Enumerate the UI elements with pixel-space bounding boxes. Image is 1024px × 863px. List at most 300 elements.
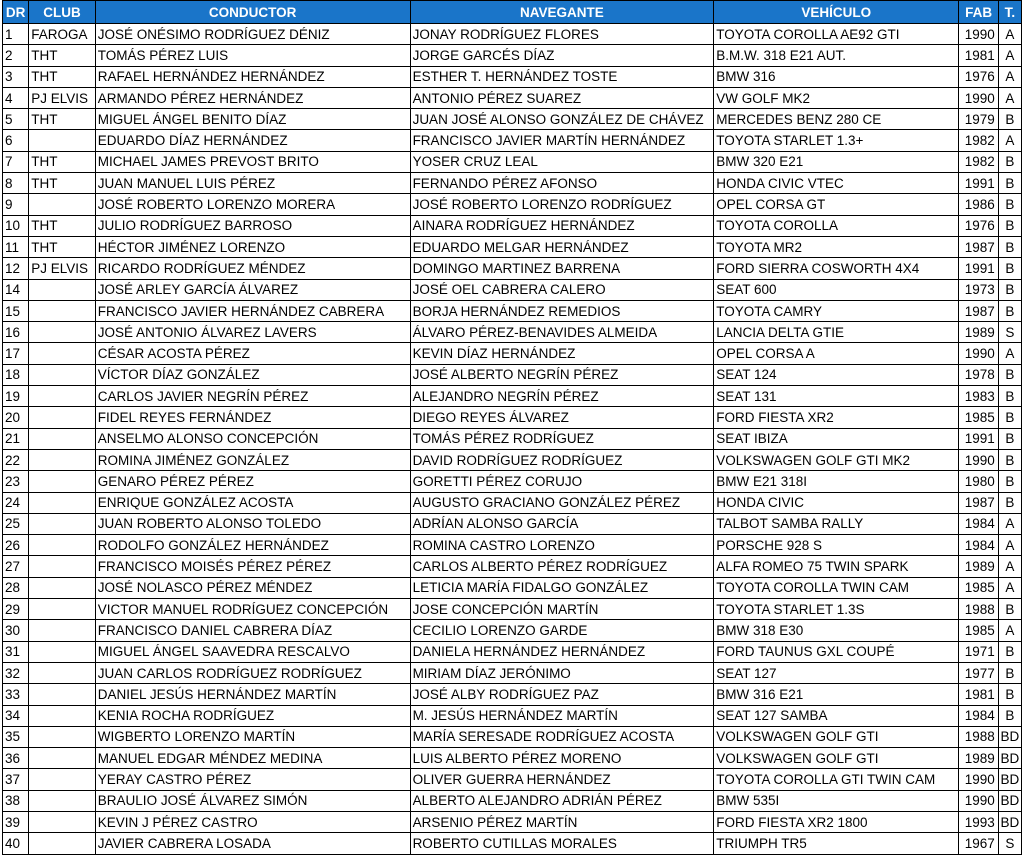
cell-fab: 1990 bbox=[959, 87, 998, 108]
cell-club bbox=[29, 726, 96, 747]
cell-vehiculo: FORD SIERRA COSWORTH 4X4 bbox=[714, 258, 959, 279]
cell-navegante: MIRIAM DÍAZ JERÓNIMO bbox=[410, 662, 714, 683]
table-row bbox=[3, 130, 1022, 151]
table-row bbox=[3, 386, 1022, 407]
cell-fab: 1980 bbox=[959, 471, 998, 492]
cell-conductor: RICARDO RODRÍGUEZ MÉNDEZ bbox=[95, 258, 410, 279]
cell-navegante: JOSÉ OEL CABRERA CALERO bbox=[410, 279, 714, 300]
cell-conductor: JOSÉ NOLASCO PÉREZ MÉNDEZ bbox=[95, 577, 410, 598]
cell-fab: 1989 bbox=[959, 556, 998, 577]
cell-vehiculo: ALFA ROMEO 75 TWIN SPARK bbox=[714, 556, 959, 577]
table-row bbox=[3, 279, 1022, 300]
cell-dr: 27 bbox=[3, 556, 29, 577]
cell-t: BD bbox=[998, 726, 1021, 747]
cell-navegante: OLIVER GUERRA HERNÁNDEZ bbox=[410, 769, 714, 790]
cell-vehiculo: BMW 316 bbox=[714, 66, 959, 87]
cell-club: THT bbox=[29, 45, 96, 66]
cell-fab: 1984 bbox=[959, 535, 998, 556]
cell-dr: 4 bbox=[3, 87, 29, 108]
cell-navegante: ADRÍAN ALONSO GARCÍA bbox=[410, 513, 714, 534]
cell-fab: 1991 bbox=[959, 258, 998, 279]
cell-t: B bbox=[998, 364, 1021, 385]
cell-vehiculo: OPEL CORSA A bbox=[714, 343, 959, 364]
cell-conductor: JULIO RODRÍGUEZ BARROSO bbox=[95, 215, 410, 236]
cell-vehiculo: TOYOTA CAMRY bbox=[714, 300, 959, 321]
cell-fab: 1979 bbox=[959, 109, 998, 130]
cell-t: A bbox=[998, 87, 1021, 108]
cell-dr: 24 bbox=[3, 492, 29, 513]
table-row bbox=[3, 790, 1022, 811]
cell-fab: 1976 bbox=[959, 215, 998, 236]
table-row bbox=[3, 343, 1022, 364]
cell-fab: 1981 bbox=[959, 45, 998, 66]
cell-vehiculo: TOYOTA MR2 bbox=[714, 236, 959, 257]
cell-navegante: CARLOS ALBERTO PÉREZ RODRÍGUEZ bbox=[410, 556, 714, 577]
cell-dr: 32 bbox=[3, 662, 29, 683]
table-row bbox=[3, 87, 1022, 108]
cell-conductor: YERAY CASTRO PÉREZ bbox=[95, 769, 410, 790]
table-row bbox=[3, 705, 1022, 726]
table-row bbox=[3, 364, 1022, 385]
cell-vehiculo: BMW 535I bbox=[714, 790, 959, 811]
cell-dr: 34 bbox=[3, 705, 29, 726]
cell-fab: 1987 bbox=[959, 492, 998, 513]
cell-navegante: ANTONIO PÉREZ SUAREZ bbox=[410, 87, 714, 108]
cell-navegante: DAVID RODRÍGUEZ RODRÍGUEZ bbox=[410, 449, 714, 470]
cell-t: B bbox=[998, 428, 1021, 449]
cell-t: B bbox=[998, 641, 1021, 662]
cell-navegante: ROBERTO CUTILLAS MORALES bbox=[410, 833, 714, 854]
cell-dr: 19 bbox=[3, 386, 29, 407]
cell-dr: 16 bbox=[3, 322, 29, 343]
cell-dr: 23 bbox=[3, 471, 29, 492]
cell-dr: 10 bbox=[3, 215, 29, 236]
cell-navegante: BORJA HERNÁNDEZ REMEDIOS bbox=[410, 300, 714, 321]
cell-conductor: KENIA ROCHA RODRÍGUEZ bbox=[95, 705, 410, 726]
cell-conductor: MIGUEL ÁNGEL BENITO DÍAZ bbox=[95, 109, 410, 130]
table-row bbox=[3, 662, 1022, 683]
cell-navegante: JOSÉ ROBERTO LORENZO RODRÍGUEZ bbox=[410, 194, 714, 215]
table-row bbox=[3, 811, 1022, 832]
header-conductor: CONDUCTOR bbox=[95, 1, 410, 24]
cell-fab: 1976 bbox=[959, 66, 998, 87]
cell-dr: 25 bbox=[3, 513, 29, 534]
cell-conductor: JOSÉ ROBERTO LORENZO MORERA bbox=[95, 194, 410, 215]
cell-t: B bbox=[998, 705, 1021, 726]
cell-club bbox=[29, 705, 96, 726]
cell-fab: 1987 bbox=[959, 236, 998, 257]
table-row bbox=[3, 151, 1022, 172]
cell-dr: 40 bbox=[3, 833, 29, 854]
table-row bbox=[3, 577, 1022, 598]
cell-navegante: ALBERTO ALEJANDRO ADRIÁN PÉREZ bbox=[410, 790, 714, 811]
cell-vehiculo: SEAT 124 bbox=[714, 364, 959, 385]
header-navegante: NAVEGANTE bbox=[410, 1, 714, 24]
cell-conductor: MIGUEL ÁNGEL SAAVEDRA RESCALVO bbox=[95, 641, 410, 662]
cell-t: BD bbox=[998, 790, 1021, 811]
cell-navegante: YOSER CRUZ LEAL bbox=[410, 151, 714, 172]
cell-navegante: CECILIO LORENZO GARDE bbox=[410, 620, 714, 641]
cell-vehiculo: HONDA CIVIC VTEC bbox=[714, 173, 959, 194]
cell-dr: 28 bbox=[3, 577, 29, 598]
cell-conductor: JUAN MANUEL LUIS PÉREZ bbox=[95, 173, 410, 194]
cell-t: A bbox=[998, 620, 1021, 641]
table-row bbox=[3, 833, 1022, 854]
table-row bbox=[3, 620, 1022, 641]
cell-t: B bbox=[998, 258, 1021, 279]
cell-dr: 15 bbox=[3, 300, 29, 321]
table-row bbox=[3, 535, 1022, 556]
cell-vehiculo: SEAT 127 SAMBA bbox=[714, 705, 959, 726]
table-row bbox=[3, 407, 1022, 428]
cell-dr: 21 bbox=[3, 428, 29, 449]
cell-club bbox=[29, 513, 96, 534]
cell-navegante: DANIELA HERNÁNDEZ HERNÁNDEZ bbox=[410, 641, 714, 662]
cell-dr: 18 bbox=[3, 364, 29, 385]
cell-dr: 6 bbox=[3, 130, 29, 151]
cell-conductor: FRANCISCO DANIEL CABRERA DÍAZ bbox=[95, 620, 410, 641]
cell-navegante: EDUARDO MELGAR HERNÁNDEZ bbox=[410, 236, 714, 257]
cell-vehiculo: FORD FIESTA XR2 1800 bbox=[714, 811, 959, 832]
cell-vehiculo: BMW 316 E21 bbox=[714, 684, 959, 705]
cell-fab: 1984 bbox=[959, 705, 998, 726]
cell-t: A bbox=[998, 343, 1021, 364]
cell-conductor: BRAULIO JOSÉ ÁLVAREZ SIMÓN bbox=[95, 790, 410, 811]
cell-vehiculo: BMW 318 E30 bbox=[714, 620, 959, 641]
cell-t: B bbox=[998, 279, 1021, 300]
cell-t: B bbox=[998, 449, 1021, 470]
cell-navegante: AINARA RODRÍGUEZ HERNÁNDEZ bbox=[410, 215, 714, 236]
cell-navegante: ESTHER T. HERNÁNDEZ TOSTE bbox=[410, 66, 714, 87]
cell-dr: 3 bbox=[3, 66, 29, 87]
cell-club bbox=[29, 641, 96, 662]
cell-fab: 1985 bbox=[959, 407, 998, 428]
cell-club bbox=[29, 684, 96, 705]
cell-club bbox=[29, 662, 96, 683]
cell-club bbox=[29, 130, 96, 151]
header-t: T. bbox=[998, 1, 1021, 24]
cell-fab: 1989 bbox=[959, 322, 998, 343]
cell-conductor: JUAN ROBERTO ALONSO TOLEDO bbox=[95, 513, 410, 534]
cell-dr: 33 bbox=[3, 684, 29, 705]
table-row bbox=[3, 173, 1022, 194]
cell-navegante: JOSÉ ALBY RODRÍGUEZ PAZ bbox=[410, 684, 714, 705]
cell-navegante: FRANCISCO JAVIER MARTÍN HERNÁNDEZ bbox=[410, 130, 714, 151]
table-row bbox=[3, 109, 1022, 130]
cell-vehiculo: BMW 320 E21 bbox=[714, 151, 959, 172]
cell-t: BD bbox=[998, 769, 1021, 790]
table-row bbox=[3, 66, 1022, 87]
cell-vehiculo: SEAT 127 bbox=[714, 662, 959, 683]
cell-t: A bbox=[998, 577, 1021, 598]
table-row bbox=[3, 748, 1022, 769]
cell-dr: 9 bbox=[3, 194, 29, 215]
cell-vehiculo: MERCEDES BENZ 280 CE bbox=[714, 109, 959, 130]
cell-dr: 38 bbox=[3, 790, 29, 811]
header-vehiculo: VEHÍCULO bbox=[714, 1, 959, 24]
cell-vehiculo: HONDA CIVIC bbox=[714, 492, 959, 513]
cell-t: B bbox=[998, 215, 1021, 236]
cell-vehiculo: SEAT 600 bbox=[714, 279, 959, 300]
cell-dr: 22 bbox=[3, 449, 29, 470]
cell-dr: 29 bbox=[3, 599, 29, 620]
table-row bbox=[3, 258, 1022, 279]
cell-conductor: EDUARDO DÍAZ HERNÁNDEZ bbox=[95, 130, 410, 151]
cell-club bbox=[29, 790, 96, 811]
cell-fab: 1985 bbox=[959, 620, 998, 641]
cell-conductor: ENRIQUE GONZÁLEZ ACOSTA bbox=[95, 492, 410, 513]
cell-conductor: ARMANDO PÉREZ HERNÁNDEZ bbox=[95, 87, 410, 108]
cell-t: B bbox=[998, 173, 1021, 194]
cell-club bbox=[29, 343, 96, 364]
cell-conductor: ANSELMO ALONSO CONCEPCIÓN bbox=[95, 428, 410, 449]
cell-dr: 8 bbox=[3, 173, 29, 194]
cell-conductor: RAFAEL HERNÁNDEZ HERNÁNDEZ bbox=[95, 66, 410, 87]
cell-t: B bbox=[998, 599, 1021, 620]
table-row bbox=[3, 236, 1022, 257]
cell-club: THT bbox=[29, 173, 96, 194]
cell-dr: 17 bbox=[3, 343, 29, 364]
table-row bbox=[3, 641, 1022, 662]
cell-navegante: LUIS ALBERTO PÉREZ MORENO bbox=[410, 748, 714, 769]
table-row bbox=[3, 556, 1022, 577]
cell-t: B bbox=[998, 471, 1021, 492]
cell-club: PJ ELVIS bbox=[29, 258, 96, 279]
cell-club bbox=[29, 599, 96, 620]
cell-club: THT bbox=[29, 109, 96, 130]
cell-club: THT bbox=[29, 66, 96, 87]
cell-fab: 1978 bbox=[959, 364, 998, 385]
table-row bbox=[3, 24, 1022, 45]
table-row bbox=[3, 492, 1022, 513]
cell-fab: 1990 bbox=[959, 343, 998, 364]
cell-conductor: JAVIER CABRERA LOSADA bbox=[95, 833, 410, 854]
cell-dr: 31 bbox=[3, 641, 29, 662]
cell-club bbox=[29, 620, 96, 641]
cell-vehiculo: LANCIA DELTA GTIE bbox=[714, 322, 959, 343]
cell-fab: 1986 bbox=[959, 194, 998, 215]
table-row bbox=[3, 215, 1022, 236]
cell-conductor: JOSÉ ARLEY GARCÍA ÁLVAREZ bbox=[95, 279, 410, 300]
entry-list-table bbox=[2, 0, 1022, 855]
cell-navegante: LETICIA MARÍA FIDALGO GONZÁLEZ bbox=[410, 577, 714, 598]
cell-t: S bbox=[998, 833, 1021, 854]
cell-t: A bbox=[998, 556, 1021, 577]
cell-navegante: TOMÁS PÉREZ RODRÍGUEZ bbox=[410, 428, 714, 449]
cell-club bbox=[29, 577, 96, 598]
cell-vehiculo: VOLKSWAGEN GOLF GTI bbox=[714, 748, 959, 769]
table-row bbox=[3, 769, 1022, 790]
cell-t: B bbox=[998, 151, 1021, 172]
header-dr: DR bbox=[3, 1, 29, 24]
cell-club: THT bbox=[29, 236, 96, 257]
cell-t: S bbox=[998, 322, 1021, 343]
cell-vehiculo: TOYOTA COROLLA bbox=[714, 215, 959, 236]
cell-fab: 1987 bbox=[959, 300, 998, 321]
cell-vehiculo: TRIUMPH TR5 bbox=[714, 833, 959, 854]
cell-dr: 36 bbox=[3, 748, 29, 769]
cell-conductor: FRANCISCO JAVIER HERNÁNDEZ CABRERA bbox=[95, 300, 410, 321]
cell-navegante: JORGE GARCÉS DÍAZ bbox=[410, 45, 714, 66]
cell-vehiculo: TOYOTA COROLLA TWIN CAM bbox=[714, 577, 959, 598]
cell-dr: 5 bbox=[3, 109, 29, 130]
cell-dr: 39 bbox=[3, 811, 29, 832]
cell-club bbox=[29, 492, 96, 513]
cell-club bbox=[29, 386, 96, 407]
cell-t: BD bbox=[998, 748, 1021, 769]
cell-conductor: RODOLFO GONZÁLEZ HERNÁNDEZ bbox=[95, 535, 410, 556]
cell-navegante: KEVIN DÍAZ HERNÁNDEZ bbox=[410, 343, 714, 364]
cell-t: BD bbox=[998, 811, 1021, 832]
cell-vehiculo: SEAT 131 bbox=[714, 386, 959, 407]
cell-conductor: GENARO PÉREZ PÉREZ bbox=[95, 471, 410, 492]
cell-fab: 1990 bbox=[959, 769, 998, 790]
cell-t: B bbox=[998, 662, 1021, 683]
cell-t: B bbox=[998, 109, 1021, 130]
cell-fab: 1982 bbox=[959, 151, 998, 172]
cell-navegante: MARÍA SERESADE RODRÍGUEZ ACOSTA bbox=[410, 726, 714, 747]
cell-conductor: JOSÉ ANTONIO ÁLVAREZ LAVERS bbox=[95, 322, 410, 343]
cell-navegante: ROMINA CASTRO LORENZO bbox=[410, 535, 714, 556]
cell-t: B bbox=[998, 386, 1021, 407]
cell-dr: 35 bbox=[3, 726, 29, 747]
table-row bbox=[3, 684, 1022, 705]
cell-fab: 1982 bbox=[959, 130, 998, 151]
cell-conductor: JOSÉ ONÉSIMO RODRÍGUEZ DÉNIZ bbox=[95, 24, 410, 45]
cell-vehiculo: TALBOT SAMBA RALLY bbox=[714, 513, 959, 534]
cell-fab: 1981 bbox=[959, 684, 998, 705]
cell-t: B bbox=[998, 300, 1021, 321]
table-row bbox=[3, 471, 1022, 492]
cell-fab: 1990 bbox=[959, 24, 998, 45]
cell-t: B bbox=[998, 684, 1021, 705]
table-row bbox=[3, 599, 1022, 620]
cell-club bbox=[29, 769, 96, 790]
cell-club bbox=[29, 428, 96, 449]
cell-conductor: CARLOS JAVIER NEGRÍN PÉREZ bbox=[95, 386, 410, 407]
cell-vehiculo: SEAT IBIZA bbox=[714, 428, 959, 449]
cell-club bbox=[29, 322, 96, 343]
cell-navegante: AUGUSTO GRACIANO GONZÁLEZ PÉREZ bbox=[410, 492, 714, 513]
cell-navegante: DOMINGO MARTINEZ BARRENA bbox=[410, 258, 714, 279]
cell-club: FAROGA bbox=[29, 24, 96, 45]
cell-t: A bbox=[998, 535, 1021, 556]
cell-t: A bbox=[998, 66, 1021, 87]
table-row bbox=[3, 322, 1022, 343]
cell-fab: 1989 bbox=[959, 748, 998, 769]
cell-t: B bbox=[998, 407, 1021, 428]
table-row bbox=[3, 194, 1022, 215]
cell-club bbox=[29, 748, 96, 769]
cell-navegante: ALEJANDRO NEGRÍN PÉREZ bbox=[410, 386, 714, 407]
cell-club bbox=[29, 811, 96, 832]
cell-vehiculo: VOLKSWAGEN GOLF GTI MK2 bbox=[714, 449, 959, 470]
cell-vehiculo: TOYOTA COROLLA GTI TWIN CAM bbox=[714, 769, 959, 790]
cell-vehiculo: TOYOTA STARLET 1.3S bbox=[714, 599, 959, 620]
cell-conductor: FIDEL REYES FERNÁNDEZ bbox=[95, 407, 410, 428]
table-row bbox=[3, 726, 1022, 747]
cell-navegante: ÁLVARO PÉREZ-BENAVIDES ALMEIDA bbox=[410, 322, 714, 343]
cell-club bbox=[29, 535, 96, 556]
cell-dr: 2 bbox=[3, 45, 29, 66]
cell-t: A bbox=[998, 24, 1021, 45]
cell-fab: 1991 bbox=[959, 428, 998, 449]
cell-club bbox=[29, 449, 96, 470]
cell-navegante: M. JESÚS HERNÁNDEZ MARTÍN bbox=[410, 705, 714, 726]
cell-vehiculo: FORD FIESTA XR2 bbox=[714, 407, 959, 428]
cell-t: B bbox=[998, 194, 1021, 215]
table-row bbox=[3, 45, 1022, 66]
cell-t: A bbox=[998, 45, 1021, 66]
cell-club bbox=[29, 407, 96, 428]
table-row bbox=[3, 513, 1022, 534]
cell-navegante: JUAN JOSÉ ALONSO GONZÁLEZ DE CHÁVEZ bbox=[410, 109, 714, 130]
cell-navegante: ARSENIO PÉREZ MARTÍN bbox=[410, 811, 714, 832]
cell-conductor: KEVIN J PÉREZ CASTRO bbox=[95, 811, 410, 832]
cell-vehiculo: OPEL CORSA GT bbox=[714, 194, 959, 215]
header-club: CLUB bbox=[29, 1, 96, 24]
cell-vehiculo: TOYOTA STARLET 1.3+ bbox=[714, 130, 959, 151]
cell-fab: 1988 bbox=[959, 599, 998, 620]
header-fab: FAB bbox=[959, 1, 998, 24]
cell-conductor: CÉSAR ACOSTA PÉREZ bbox=[95, 343, 410, 364]
cell-club bbox=[29, 364, 96, 385]
cell-dr: 12 bbox=[3, 258, 29, 279]
cell-dr: 37 bbox=[3, 769, 29, 790]
cell-conductor: FRANCISCO MOISÉS PÉREZ PÉREZ bbox=[95, 556, 410, 577]
cell-fab: 1988 bbox=[959, 726, 998, 747]
cell-navegante: DIEGO REYES ÁLVAREZ bbox=[410, 407, 714, 428]
cell-conductor: ROMINA JIMÉNEZ GONZÁLEZ bbox=[95, 449, 410, 470]
cell-club bbox=[29, 279, 96, 300]
cell-club bbox=[29, 471, 96, 492]
cell-dr: 7 bbox=[3, 151, 29, 172]
table-row bbox=[3, 300, 1022, 321]
cell-t: A bbox=[998, 130, 1021, 151]
cell-fab: 1984 bbox=[959, 513, 998, 534]
cell-conductor: MICHAEL JAMES PREVOST BRITO bbox=[95, 151, 410, 172]
table-row bbox=[3, 428, 1022, 449]
cell-club bbox=[29, 833, 96, 854]
cell-conductor: WIGBERTO LORENZO MARTÍN bbox=[95, 726, 410, 747]
cell-fab: 1973 bbox=[959, 279, 998, 300]
cell-navegante: JONAY RODRÍGUEZ FLORES bbox=[410, 24, 714, 45]
cell-fab: 1993 bbox=[959, 811, 998, 832]
cell-fab: 1977 bbox=[959, 662, 998, 683]
cell-vehiculo: TOYOTA COROLLA AE92 GTI bbox=[714, 24, 959, 45]
cell-fab: 1971 bbox=[959, 641, 998, 662]
cell-dr: 20 bbox=[3, 407, 29, 428]
cell-dr: 26 bbox=[3, 535, 29, 556]
cell-conductor: MANUEL EDGAR MÉNDEZ MEDINA bbox=[95, 748, 410, 769]
cell-fab: 1991 bbox=[959, 173, 998, 194]
cell-vehiculo: VW GOLF MK2 bbox=[714, 87, 959, 108]
cell-club: PJ ELVIS bbox=[29, 87, 96, 108]
cell-vehiculo: FORD TAUNUS GXL COUPÉ bbox=[714, 641, 959, 662]
cell-club bbox=[29, 300, 96, 321]
cell-fab: 1990 bbox=[959, 790, 998, 811]
cell-club: THT bbox=[29, 215, 96, 236]
cell-conductor: VICTOR MANUEL RODRÍGUEZ CONCEPCIÓN bbox=[95, 599, 410, 620]
cell-t: A bbox=[998, 513, 1021, 534]
cell-fab: 1967 bbox=[959, 833, 998, 854]
cell-navegante: FERNANDO PÉREZ AFONSO bbox=[410, 173, 714, 194]
cell-navegante: JOSE CONCEPCIÓN MARTÍN bbox=[410, 599, 714, 620]
cell-conductor: TOMÁS PÉREZ LUIS bbox=[95, 45, 410, 66]
cell-club bbox=[29, 556, 96, 577]
cell-vehiculo: PORSCHE 928 S bbox=[714, 535, 959, 556]
cell-dr: 14 bbox=[3, 279, 29, 300]
